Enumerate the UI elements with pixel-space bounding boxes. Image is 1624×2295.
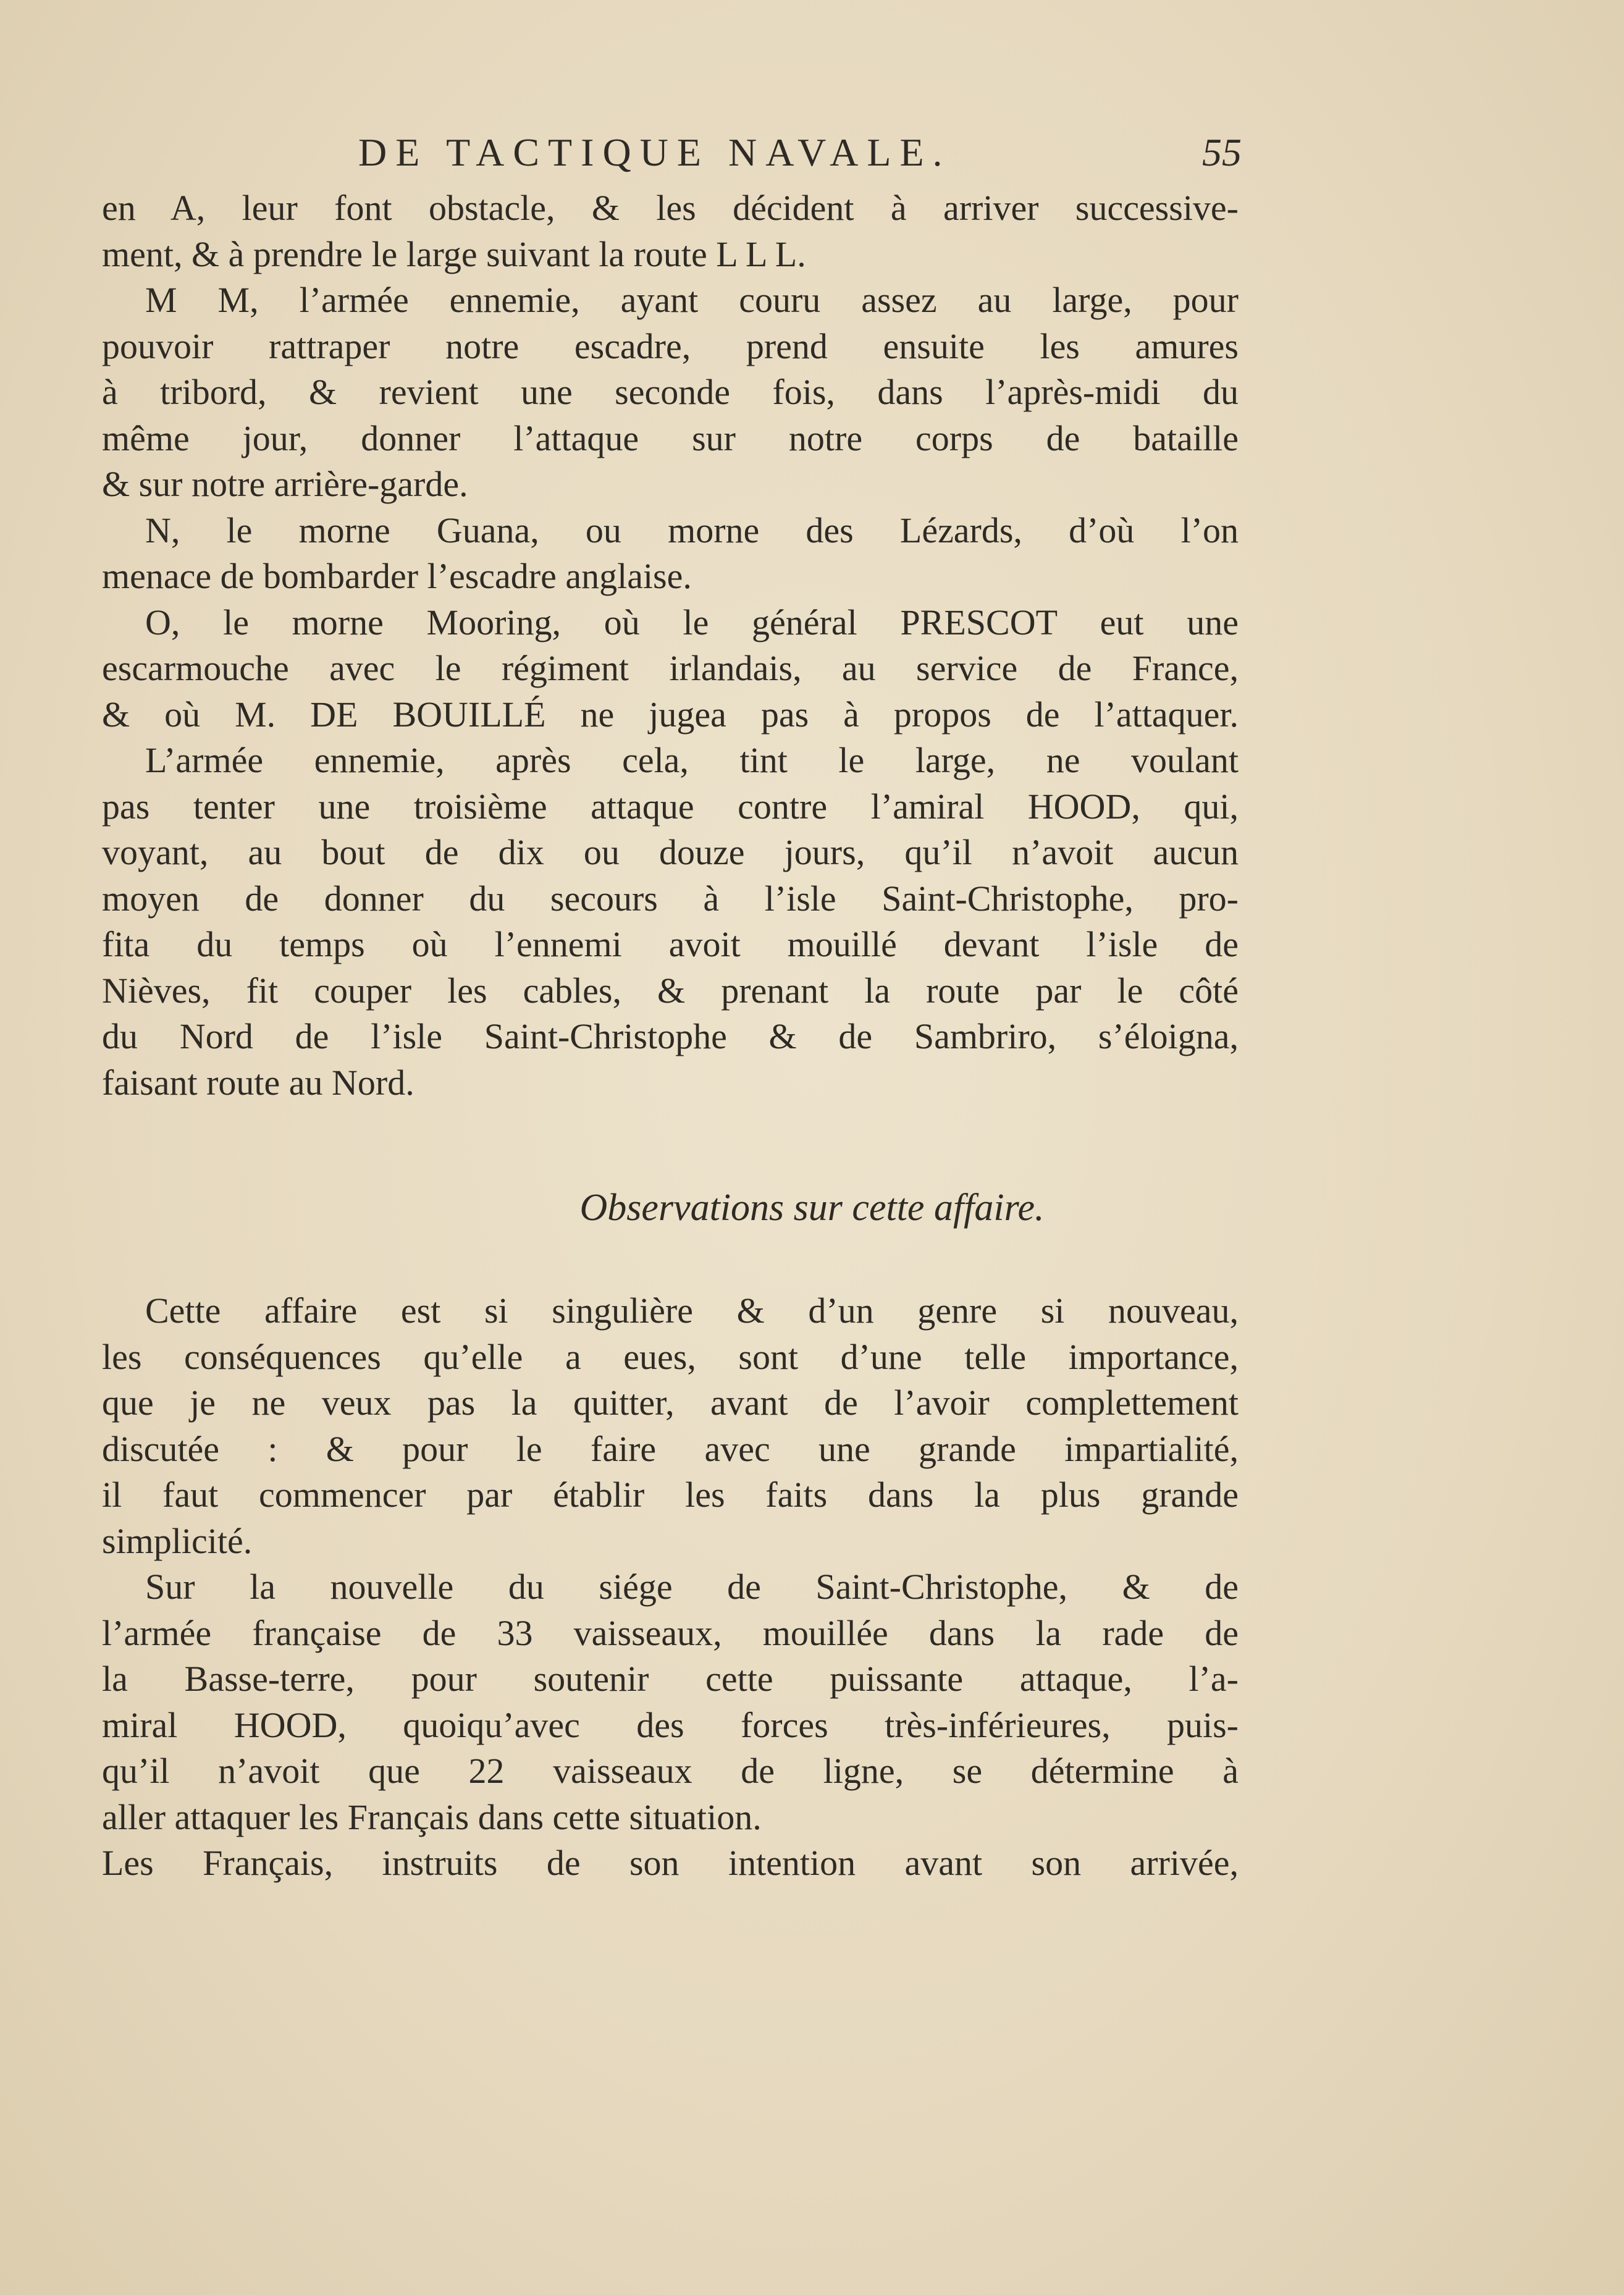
text-line: en A, leur font obstacle, & les décident à arriver successive- xyxy=(102,188,1239,228)
text-line: O, le morne Mooring, où le général PRESCOT eut une xyxy=(145,602,1239,642)
text-line: il faut commencer par établir les faits dans la plus grande xyxy=(102,1475,1239,1515)
text-line: la Basse-terre, pour soutenir cette puissante attaque, l’a- xyxy=(102,1659,1239,1699)
text-line: miral HOOD, quoiqu’avec des forces très-inférieures, puis- xyxy=(102,1704,1239,1745)
text-line: voyant, au bout de dix ou douze jours, qu’il n’avoit aucun xyxy=(102,832,1239,872)
text-line: fita du temps où l’ennemi avoit mouillé devant l’isle de xyxy=(102,924,1239,964)
text-line: N, le morne Guana, ou morne des Lézards, d’où l’on xyxy=(145,510,1239,550)
text-line: & où M. DE BOUILLÉ ne jugea pas à propos de l’attaquer. xyxy=(102,694,1239,735)
text-line: aller attaquer les Français dans cette situation. xyxy=(102,1796,762,1837)
section-heading: Observations sur cette affaire. xyxy=(579,1187,1045,1229)
text-line: discutée : & pour le faire avec une grande impartialité, xyxy=(102,1428,1239,1469)
text-line: simplicité. xyxy=(102,1520,253,1561)
text-line: escarmouche avec le régiment irlandais, au service de France, xyxy=(102,648,1239,688)
text-line: menace de bombarder l’escadre anglaise. xyxy=(102,556,692,596)
text-line: pouvoir rattraper notre escadre, prend ensuite les amures xyxy=(102,326,1239,366)
text-line: Nièves, fit couper les cables, & prenant la route par le côté xyxy=(102,970,1239,1011)
text-line: Les Français, instruits de son intention avant son arrivée, xyxy=(102,1843,1239,1883)
text-line: & sur notre arrière-garde. xyxy=(102,464,468,504)
text-line: faisant route au Nord. xyxy=(102,1062,414,1103)
text-line: qu’il n’avoit que 22 vaisseaux de ligne, se détermine à xyxy=(102,1751,1239,1791)
text-line: moyen de donner du secours à l’isle Saint-Christophe, pro- xyxy=(102,878,1239,919)
text-line: que je ne veux pas la quitter, avant de l’avoir complettement xyxy=(102,1383,1239,1423)
text-line: Sur la nouvelle du siége de Saint-Christophe, & de xyxy=(145,1567,1239,1607)
text-line: M M, l’armée ennemie, ayant couru assez au large, pour xyxy=(145,280,1239,320)
text-line: Cette affaire est si singulière & d’un genre si nouveau, xyxy=(145,1291,1239,1331)
running-head: DE TACTIQUE NAVALE. xyxy=(358,130,951,174)
text-line: L’armée ennemie, après cela, tint le large, ne voulant xyxy=(145,740,1239,780)
page-header xyxy=(358,130,1242,185)
body-text-upper xyxy=(102,185,1239,1106)
text-line: à tribord, & revient une seconde fois, dans l’après-midi du xyxy=(102,372,1239,412)
text-line: même jour, donner l’attaque sur notre corps de bataille xyxy=(102,418,1239,458)
text-line: du Nord de l’isle Saint-Christophe & de Sambriro, s’éloigna, xyxy=(102,1016,1239,1056)
text-line: les conséquences qu’elle a eues, sont d’une telle importance, xyxy=(102,1336,1239,1377)
text-line: pas tenter une troisième attaque contre l’amiral HOOD, qui, xyxy=(102,786,1239,827)
text-line: l’armée française de 33 vaisseaux, mouillée dans la rade de xyxy=(102,1612,1239,1653)
text-line: ment, & à prendre le large suivant la route L L L. xyxy=(102,234,806,274)
body-text-lower xyxy=(102,1288,1239,1887)
page-number: 55 xyxy=(1202,130,1242,174)
